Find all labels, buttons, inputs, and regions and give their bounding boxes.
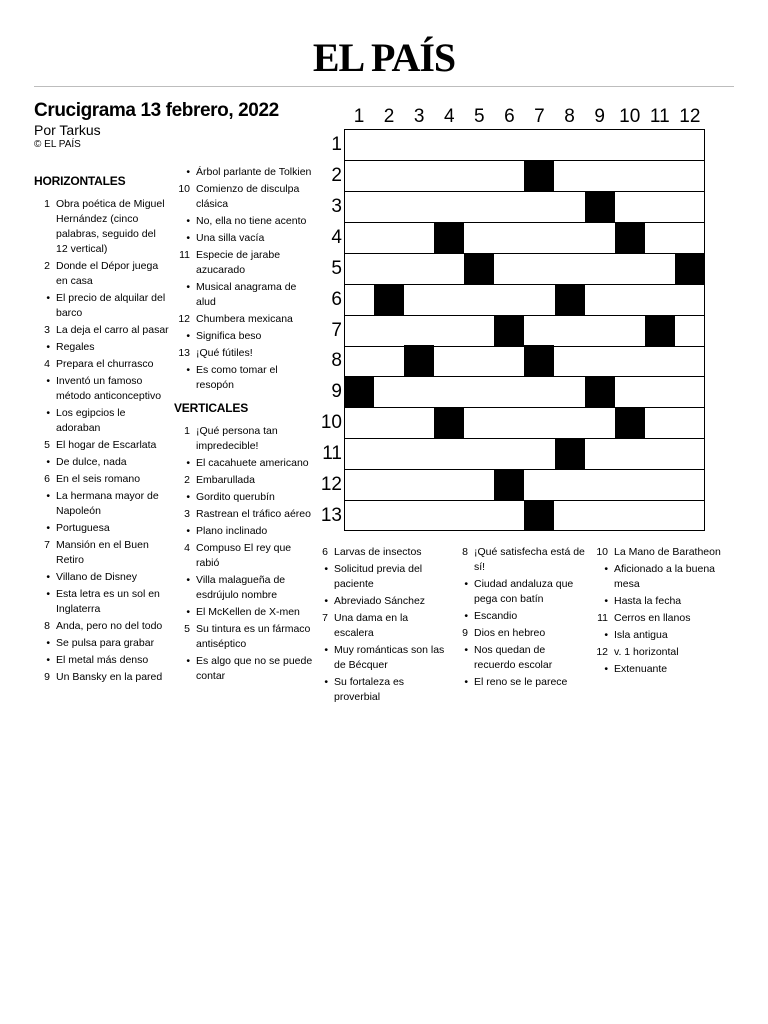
clue-number: • xyxy=(186,457,190,469)
grid-row[interactable] xyxy=(345,285,704,316)
clue-text: Mansión en el Buen Retiro xyxy=(56,539,149,566)
clue-text: ¡Qué satisfecha está de sí! xyxy=(474,546,585,573)
clue-item xyxy=(174,346,314,361)
clue-number: • xyxy=(604,663,608,675)
clue-text: Prepara el churrasco xyxy=(56,358,154,370)
clue-text: Especie de jarabe azucarado xyxy=(196,249,281,276)
clue-text: Dios en hebreo xyxy=(474,627,546,639)
clue-text: Solicitud previa del paciente xyxy=(334,563,423,590)
clue-number: • xyxy=(46,522,50,534)
grid-row[interactable] xyxy=(345,377,704,408)
clue-number: • xyxy=(186,491,190,503)
clue-item xyxy=(34,636,169,651)
clue-number: • xyxy=(46,292,50,304)
row-number: 10 xyxy=(320,412,342,434)
clue-item xyxy=(174,424,314,454)
clue-text: Escandio xyxy=(474,610,518,622)
clue-text: En el seis romano xyxy=(56,473,141,485)
clue-item xyxy=(34,374,169,404)
clue-item xyxy=(34,570,169,585)
clue-item xyxy=(174,605,314,620)
clue-item xyxy=(592,662,727,677)
clue-number: 8 xyxy=(44,620,50,632)
clue-text: ¡Qué fútiles! xyxy=(196,347,253,359)
clue-item xyxy=(34,291,169,321)
clue-text: El metal más denso xyxy=(56,654,149,666)
black-cell xyxy=(524,345,554,376)
clue-item xyxy=(312,675,450,705)
row-number: 9 xyxy=(331,381,342,403)
clue-text: Su tintura es un fármaco antiséptico xyxy=(196,623,311,650)
clue-text: Muy románticas son las de Bécquer xyxy=(334,644,445,671)
clue-item xyxy=(174,182,314,212)
clue-item xyxy=(174,456,314,471)
clue-number: • xyxy=(464,610,468,622)
clue-text: El reno se le parece xyxy=(474,676,568,688)
clue-item xyxy=(174,248,314,278)
column-number: 5 xyxy=(474,106,485,127)
grid-row[interactable] xyxy=(345,223,704,254)
clue-text: Su fortaleza es proverbial xyxy=(334,676,405,703)
clue-number: • xyxy=(604,563,608,575)
clue-number: 11 xyxy=(179,249,190,261)
clue-text: Rastrean el tráfico aéreo xyxy=(196,508,311,520)
clue-number: • xyxy=(46,654,50,666)
clue-item xyxy=(34,455,169,470)
column-number: 12 xyxy=(679,106,701,127)
column-number: 8 xyxy=(564,106,575,127)
row-number: 11 xyxy=(322,443,342,465)
row-number: 6 xyxy=(331,288,342,310)
clue-number: • xyxy=(186,364,190,376)
black-cell xyxy=(585,191,615,222)
puzzle-title: Crucigrama 13 febrero, 2022 xyxy=(34,100,279,121)
clue-number: • xyxy=(46,341,50,353)
clue-item xyxy=(174,622,314,652)
clue-number: 12 xyxy=(596,646,608,658)
clue-item xyxy=(34,472,169,487)
clue-text: Extenuante xyxy=(614,663,668,675)
clue-text: Comienzo de disculpa clásica xyxy=(196,183,300,210)
clue-text: Nos quedan de recuerdo escolar xyxy=(474,644,553,671)
clue-text: Plano inclinado xyxy=(196,525,268,537)
clue-item xyxy=(34,357,169,372)
clue-text: Aficionado a la buena mesa xyxy=(614,563,715,590)
grid-row[interactable] xyxy=(345,192,704,223)
clue-item xyxy=(34,670,169,685)
clue-number: 4 xyxy=(184,542,190,554)
clue-number: • xyxy=(324,595,328,607)
clue-number: 6 xyxy=(322,546,328,558)
clue-column-4 xyxy=(452,545,587,692)
clue-item xyxy=(34,340,169,355)
clue-item xyxy=(174,573,314,603)
clue-number: • xyxy=(464,676,468,688)
clue-text: El McKellen de X-men xyxy=(196,606,300,618)
verticales-heading: VERTICALES xyxy=(174,401,249,415)
clue-text: Gordito querubín xyxy=(196,491,275,503)
black-cell xyxy=(585,376,615,407)
black-cell xyxy=(675,253,705,284)
clue-item xyxy=(174,214,314,229)
clue-item xyxy=(592,645,727,660)
clue-item xyxy=(592,545,727,560)
clue-item xyxy=(592,611,727,626)
clue-item xyxy=(312,594,450,609)
clue-number: 10 xyxy=(178,183,190,195)
row-number: 3 xyxy=(331,195,342,217)
clue-item xyxy=(452,675,587,690)
clue-text: Chumbera mexicana xyxy=(196,313,293,325)
clue-number: • xyxy=(46,456,50,468)
crossword-grid[interactable] xyxy=(344,129,705,531)
clue-text: Se pulsa para grabar xyxy=(56,637,155,649)
clue-number: • xyxy=(46,637,50,649)
row-number: 7 xyxy=(331,319,342,341)
clue-number: 3 xyxy=(184,508,190,520)
clue-number: • xyxy=(46,375,50,387)
clue-item xyxy=(452,577,587,607)
grid-row[interactable] xyxy=(345,161,704,192)
clue-item xyxy=(174,329,314,344)
black-cell xyxy=(524,160,554,191)
clue-text: Larvas de insectos xyxy=(334,546,422,558)
grid-row[interactable] xyxy=(345,254,704,285)
column-number: 1 xyxy=(353,106,365,127)
clue-text: Es como tomar el resopón xyxy=(196,364,278,391)
clue-text: Cerros en llanos xyxy=(614,612,691,624)
clue-text: La Mano de Baratheon xyxy=(614,546,721,558)
clue-item xyxy=(174,473,314,488)
clue-text: La hermana mayor de Napoleón xyxy=(56,490,159,517)
clue-column-2 xyxy=(174,165,314,686)
grid-row[interactable] xyxy=(345,501,704,532)
clue-number: 4 xyxy=(44,358,50,370)
clue-item xyxy=(452,643,587,673)
grid-row[interactable] xyxy=(345,408,704,439)
clue-text: Regales xyxy=(56,341,95,353)
clue-number: • xyxy=(186,525,190,537)
clue-number: 5 xyxy=(44,439,50,451)
clue-number: • xyxy=(46,571,50,583)
clue-text: Hasta la fecha xyxy=(614,595,682,607)
clue-item xyxy=(452,609,587,624)
row-number: 13 xyxy=(320,505,342,527)
clue-number: • xyxy=(46,490,50,502)
black-cell xyxy=(524,500,554,531)
clue-number: 2 xyxy=(44,260,50,272)
clue-number: • xyxy=(464,644,468,656)
column-number: 3 xyxy=(413,106,425,127)
clue-column-5 xyxy=(592,545,727,679)
clue-text: Un Bansky en la pared xyxy=(56,671,163,683)
clue-number: 11 xyxy=(597,612,608,624)
clue-item xyxy=(34,197,169,257)
clue-number: 8 xyxy=(462,546,468,558)
grid-row[interactable] xyxy=(345,130,704,161)
clue-text: La deja el carro al pasar xyxy=(56,324,169,336)
clue-item xyxy=(34,538,169,568)
black-cell xyxy=(645,315,675,346)
clue-text: ¡Qué persona tan impredecible! xyxy=(196,425,278,452)
black-cell xyxy=(374,284,404,315)
puzzle-author: Por Tarkus xyxy=(34,122,101,138)
row-number: 1 xyxy=(331,134,342,155)
clue-item xyxy=(174,524,314,539)
clue-item xyxy=(174,280,314,310)
clue-number: 5 xyxy=(184,623,190,635)
clue-item xyxy=(34,587,169,617)
clue-item xyxy=(174,165,314,180)
clue-number: 7 xyxy=(44,539,50,551)
black-cell xyxy=(464,253,494,284)
clue-number: • xyxy=(186,330,190,342)
grid-row[interactable] xyxy=(345,346,704,377)
copyright: © EL PAÍS xyxy=(34,139,81,150)
column-number: 2 xyxy=(383,106,395,127)
clue-number: • xyxy=(464,578,468,590)
clue-item xyxy=(592,628,727,643)
clue-column-3 xyxy=(312,545,450,707)
clue-item xyxy=(174,363,314,393)
clue-number: 2 xyxy=(184,474,190,486)
black-cell xyxy=(615,222,645,253)
el-pais-logo: EL PAÍS xyxy=(312,35,456,80)
clue-text: Es algo que no se puede contar xyxy=(196,655,313,682)
row-number: 2 xyxy=(331,164,342,186)
grid-row[interactable] xyxy=(345,439,704,470)
clue-item xyxy=(312,545,450,560)
black-cell xyxy=(555,284,585,315)
clue-item xyxy=(452,545,587,575)
clue-item xyxy=(34,438,169,453)
clue-number: • xyxy=(186,574,190,586)
column-number: 4 xyxy=(443,106,455,127)
column-number: 7 xyxy=(534,106,545,127)
clue-text: Una dama en la escalera xyxy=(334,612,409,639)
clue-text: Obra poética de Miguel Hernández (cinco palabras, seguido del 12 vertical) xyxy=(56,198,165,255)
clue-number: • xyxy=(46,588,50,600)
clue-number: 13 xyxy=(178,347,190,359)
grid-row[interactable] xyxy=(345,470,704,501)
clue-number: • xyxy=(324,644,328,656)
clue-number: • xyxy=(186,606,190,618)
clue-item xyxy=(174,312,314,327)
black-cell xyxy=(615,407,645,438)
clue-item xyxy=(174,507,314,522)
clue-number: • xyxy=(604,595,608,607)
clue-item xyxy=(34,259,169,289)
clue-item xyxy=(592,562,727,592)
clue-number: 3 xyxy=(44,324,50,336)
clue-text: Villano de Disney xyxy=(56,571,137,583)
clue-text: No, ella no tiene acento xyxy=(196,215,307,227)
clue-text: Los egipcios le adoraban xyxy=(56,407,126,434)
clue-number: 10 xyxy=(596,546,608,558)
column-number: 6 xyxy=(504,106,515,127)
clue-number: 6 xyxy=(44,473,50,485)
clue-item xyxy=(34,521,169,536)
clue-number: 12 xyxy=(178,313,190,325)
clue-text: Donde el Dépor juega en casa xyxy=(56,260,159,287)
row-number: 12 xyxy=(320,474,342,496)
clue-item xyxy=(174,541,314,571)
clue-text: Isla antigua xyxy=(614,629,668,641)
clue-number: 1 xyxy=(44,198,50,210)
clue-column-1 xyxy=(34,174,169,687)
clue-text: Inventó un famoso método anticonceptivo xyxy=(56,375,162,402)
clue-text: Embarullada xyxy=(196,474,255,486)
row-number: 5 xyxy=(331,257,342,279)
clue-item xyxy=(174,490,314,505)
clue-number: • xyxy=(186,281,190,293)
clue-text: Una silla vacía xyxy=(196,232,265,244)
clue-item xyxy=(174,654,314,684)
black-cell xyxy=(494,315,524,346)
column-number: 10 xyxy=(619,106,641,127)
clue-text: Abreviado Sánchez xyxy=(334,595,426,607)
clue-item xyxy=(34,323,169,338)
clue-number: • xyxy=(324,676,328,688)
clue-item xyxy=(312,562,450,592)
clue-number: • xyxy=(46,407,50,419)
clue-item xyxy=(34,489,169,519)
clue-text: Anda, pero no del todo xyxy=(56,620,163,632)
clue-item xyxy=(312,643,450,673)
clue-text: Esta letra es un sol en Inglaterra xyxy=(56,588,160,615)
clue-text: El precio de alquilar del barco xyxy=(56,292,166,319)
clue-item xyxy=(34,619,169,634)
clue-number: 9 xyxy=(462,627,468,639)
clue-text: Árbol parlante de Tolkien xyxy=(196,166,312,178)
clue-number: • xyxy=(186,215,190,227)
header-divider xyxy=(34,86,734,87)
clue-number: • xyxy=(186,166,190,178)
clue-number: 7 xyxy=(322,612,328,624)
clue-number: • xyxy=(186,232,190,244)
black-cell xyxy=(494,469,524,500)
horizontales-heading: HORIZONTALES xyxy=(34,174,126,188)
clue-item xyxy=(592,594,727,609)
black-cell xyxy=(555,438,585,469)
black-cell xyxy=(404,345,434,376)
clue-text: Significa beso xyxy=(196,330,262,342)
grid-row[interactable] xyxy=(345,316,704,347)
clue-number: • xyxy=(186,655,190,667)
clue-text: El cacahuete americano xyxy=(196,457,309,469)
clue-number: • xyxy=(604,629,608,641)
clue-text: De dulce, nada xyxy=(56,456,127,468)
clue-text: v. 1 horizontal xyxy=(614,646,679,658)
clue-text: Compuso El rey que rabió xyxy=(196,542,292,569)
clue-text: Ciudad andaluza que pega con batín xyxy=(474,578,574,605)
row-number: 8 xyxy=(331,350,342,372)
clue-text: Portuguesa xyxy=(56,522,110,534)
black-cell xyxy=(344,376,374,407)
clue-number: 9 xyxy=(44,671,50,683)
clue-number: 1 xyxy=(184,425,190,437)
clue-text: El hogar de Escarlata xyxy=(56,439,157,451)
clue-item xyxy=(34,406,169,436)
clue-number: • xyxy=(324,563,328,575)
clue-item xyxy=(312,611,450,641)
column-number: 11 xyxy=(649,106,670,127)
column-number: 9 xyxy=(594,106,605,127)
black-cell xyxy=(434,222,464,253)
clue-item xyxy=(174,231,314,246)
black-cell xyxy=(434,407,464,438)
clue-text: Villa malagueña de esdrújulo nombre xyxy=(196,574,286,601)
clue-text: Musical anagrama de alud xyxy=(196,281,297,308)
row-number: 4 xyxy=(331,226,342,248)
clue-item xyxy=(452,626,587,641)
clue-item xyxy=(34,653,169,668)
